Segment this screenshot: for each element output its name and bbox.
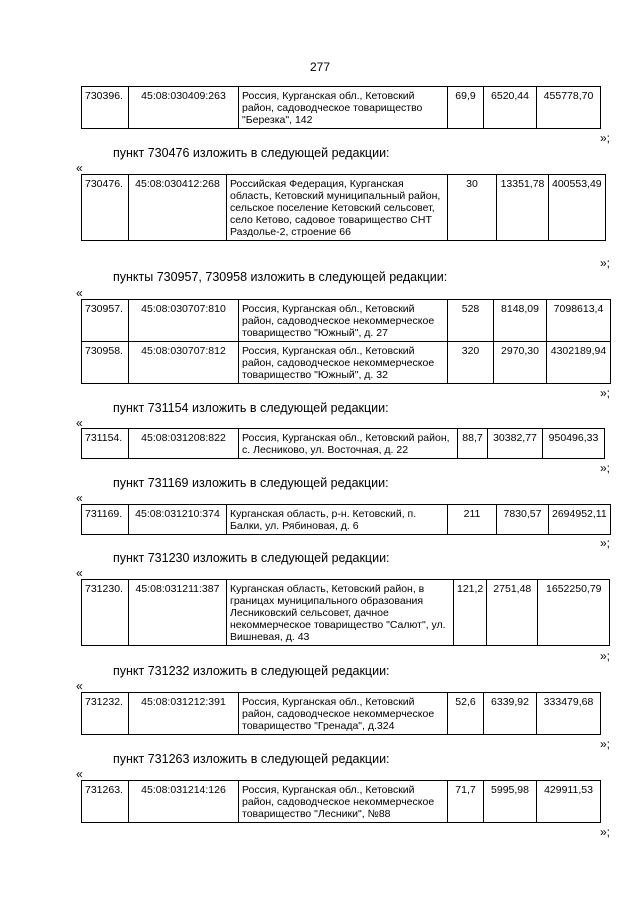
record-table-731230 (81, 579, 610, 646)
value: 333479,68 (537, 693, 601, 735)
closing-quote: »; (599, 131, 610, 145)
table-row (82, 781, 601, 823)
opening-quote: « (76, 491, 83, 505)
closing-quote: »; (599, 536, 610, 550)
amendment-heading: пункт 731169 изложить в следующей редакции: (113, 476, 389, 490)
address: Российская Федерация, Курганская область, Кетовский муниципальный район, сельское поселение Кетовский сельсовет, село Кетово, садовое товарищество СНТ Раздолье-2, строение 66 (227, 175, 448, 241)
address: Россия, Курганская обл., Кетовский район, садоводческое товарищество "Березка", 142 (239, 87, 448, 129)
rate: 8148,09 (494, 300, 547, 342)
record-table-731263 (81, 780, 601, 823)
record-id: 731263. (82, 781, 129, 823)
page-number: 277 (309, 60, 331, 74)
rate: 7830,57 (497, 505, 549, 535)
table-row (82, 505, 611, 535)
value: 4302189,94 (547, 342, 611, 384)
rate: 2970,30 (494, 342, 547, 384)
record-id: 731169. (82, 505, 129, 535)
value: 429911,53 (537, 781, 601, 823)
record-id: 730396. (82, 87, 129, 129)
record-table-731154 (81, 428, 605, 459)
rate: 2751,48 (487, 580, 538, 646)
area: 69,9 (448, 87, 484, 129)
area: 121,2 (454, 580, 487, 646)
cadastral-number: 45:08:031214:126 (129, 781, 239, 823)
opening-quote: « (76, 566, 83, 580)
closing-quote: »; (599, 649, 610, 663)
value: 2694952,11 (549, 505, 611, 535)
amendment-heading: пункт 731230 изложить в следующей редакции: (113, 551, 390, 565)
address: Россия, Курганская обл., Кетовский район, садоводческое некоммерческое товарищество "Южный", д. 32 (239, 342, 448, 384)
opening-quote: « (76, 767, 83, 781)
cadastral-number: 45:08:031208:822 (129, 429, 239, 459)
table-row (82, 87, 601, 129)
cadastral-number: 45:08:030409:263 (129, 87, 239, 129)
table-row (82, 300, 611, 342)
record-table-730957 (81, 299, 611, 384)
record-table-731232 (81, 692, 601, 735)
rate: 30382,77 (488, 429, 543, 459)
table-row (82, 580, 610, 646)
cadastral-number: 45:08:031212:391 (129, 693, 239, 735)
closing-quote: »; (599, 825, 610, 839)
value: 455778,70 (537, 87, 601, 129)
area: 30 (448, 175, 497, 241)
record-id: 730476. (82, 175, 129, 241)
cadastral-number: 45:08:031210:374 (129, 505, 227, 535)
area: 320 (448, 342, 494, 384)
area: 52,6 (448, 693, 484, 735)
opening-quote: « (76, 416, 83, 430)
amendment-heading: пункт 731154 изложить в следующей редакции: (113, 401, 389, 415)
value: 950496,33 (543, 429, 605, 459)
value: 7098613,4 (547, 300, 611, 342)
record-id: 731232. (82, 693, 129, 735)
cadastral-number: 45:08:031211:387 (129, 580, 227, 646)
area: 211 (448, 505, 497, 535)
cadastral-number: 45:08:030707:810 (129, 300, 239, 342)
record-id: 730958. (82, 342, 129, 384)
rate: 6520,44 (484, 87, 537, 129)
amendment-heading: пункты 730957, 730958 изложить в следующей редакции: (113, 270, 448, 284)
rate: 6339,92 (484, 693, 537, 735)
closing-quote: »; (599, 386, 610, 400)
address: Россия, Курганская обл., Кетовский район, садоводческое некоммерческое товарищество "Гренада", д.324 (239, 693, 448, 735)
opening-quote: « (76, 679, 83, 693)
address: Россия, Курганская обл., Кетовский район, садоводческое некоммерческое товарищество "Южный", д. 27 (239, 300, 448, 342)
table-row (82, 693, 601, 735)
opening-quote: « (76, 286, 83, 300)
closing-quote: »; (599, 737, 610, 751)
record-table-731169 (81, 504, 611, 535)
record-table-730396 (81, 86, 601, 129)
record-id: 731230. (82, 580, 129, 646)
record-id: 731154. (82, 429, 129, 459)
closing-quote: »; (599, 461, 610, 475)
address: Курганская область, р-н. Кетовский, п. Балки, ул. Рябиновая, д. 6 (227, 505, 448, 535)
rate: 13351,78 (497, 175, 549, 241)
area: 88,7 (458, 429, 488, 459)
address: Курганская область, Кетовский район, в границах муниципального образования Лесниковский сельсовет, дачное некоммерческое товарищество "Салют", ул. Вишневая, д. 43 (227, 580, 454, 646)
record-table-730476 (81, 174, 606, 241)
amendment-heading: пункт 731232 изложить в следующей редакции: (113, 664, 390, 678)
area: 528 (448, 300, 494, 342)
table-row (82, 342, 611, 384)
table-row (82, 429, 605, 459)
address: Россия, Курганская обл., Кетовский район, садоводческое некоммерческое товарищество "Лесники", №88 (239, 781, 448, 823)
area: 71,7 (448, 781, 484, 823)
amendment-heading: пункт 730476 изложить в следующей редакции: (113, 146, 390, 160)
value: 1652250,79 (538, 580, 610, 646)
amendment-heading: пункт 731263 изложить в следующей редакции: (113, 752, 390, 766)
cadastral-number: 45:08:030412:268 (129, 175, 227, 241)
record-id: 730957. (82, 300, 129, 342)
rate: 5995,98 (484, 781, 537, 823)
address: Россия, Курганская обл., Кетовский район, с. Лесниково, ул. Восточная, д. 22 (239, 429, 458, 459)
closing-quote: »; (599, 256, 610, 270)
cadastral-number: 45:08:030707:812 (129, 342, 239, 384)
opening-quote: « (76, 161, 83, 175)
table-row (82, 175, 606, 241)
value: 400553,49 (549, 175, 606, 241)
